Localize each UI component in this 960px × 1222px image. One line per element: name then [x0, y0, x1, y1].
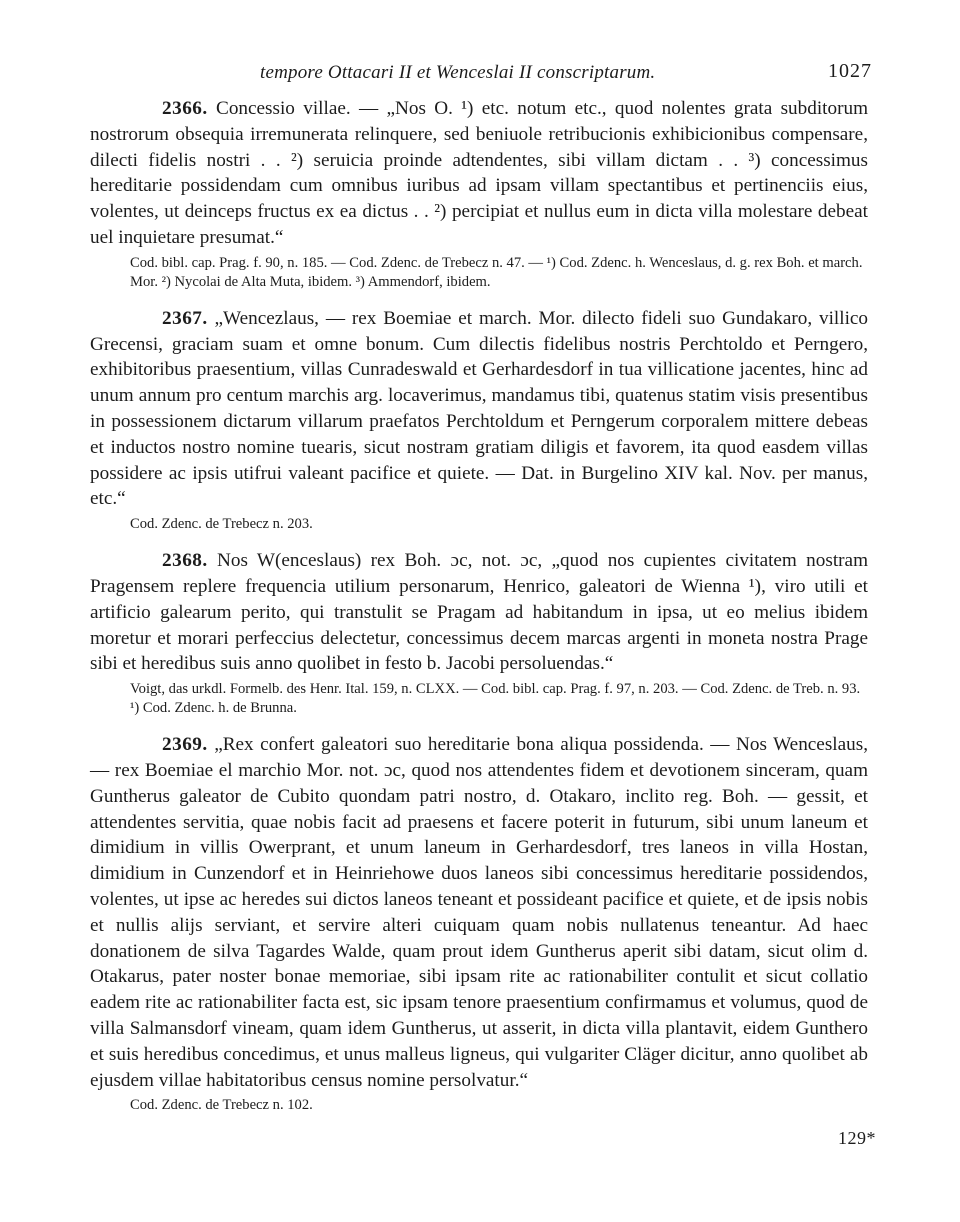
entry-number: 2369.: [162, 734, 208, 756]
entry-content: „Wencezlaus, — rex Boemiae et march. Mor. dilecto fideli suo Gundakaro, villico Grecensi, graciam suam et omne bonum. Cum dilectis fidelibus nostris Perchtoldo et Perngero, exhibitoribus praesentium, villas Cunradeswald et Gerhardesdorf in tua villicatione jacentes, hinc ad unum annum pro centum marchis arg. locaverimus, mandamus tibi, quatenus statim visis presentibus in possessionem dictarum villarum praefatos Perchtoldum et Perngerum corporalem mittere debeas et inductos nostro nomine tuearis, sicut nostram gratiam diligis et favorem, ita quod easdem villas possidere ac ipsis utifrui valeant pacifice et quiete. — Dat. in Burgelino XIV kal. Nov. per manus, etc.“: [90, 307, 869, 510]
signature-mark: 129*: [838, 1128, 876, 1148]
entry-2367: [90, 306, 868, 534]
entry-content: Concessio villae. — „Nos O. ¹) etc. notum etc., quod nolentes grata subditorum nostrorum obsequia irremunerata relinquere, sed beniuole retribucionis exhibicionibus compensare, dilecti fidelis nostri . . ²) seruicia proinde adtendentes, sibi villam dictam . . ³) concessimus hereditarie possidendam cum omnibus iuribus ad ipsam villam spectantibus et pertinenciis eius, volentes, ut deinceps fructus ex ea dictus . . ²) percipiat et nullus eum in dicta villa molestare debeat uel inquietare presumat.“: [90, 98, 868, 248]
source-citation: Voigt, das urkdl. Formelb. des Henr. Ital. 159, n. CLXX. — Cod. bibl. cap. Prag. f. 97, n. 203. — Cod. Zdenc. de Treb. n. 93. ¹) Cod. Zdenc. h. de Brunna.: [130, 681, 861, 717]
page-header: [90, 56, 872, 96]
entry-number: 2366.: [162, 98, 208, 119]
entry-text: [90, 732, 868, 1093]
entry-text: [90, 96, 868, 251]
page-number: 1027: [828, 60, 872, 82]
entry-2369: [90, 732, 868, 1115]
entry-2368: [90, 548, 868, 718]
source-citation: Cod. Zdenc. de Trebecz n. 102.: [130, 1097, 313, 1114]
running-title: tempore Ottacari II et Wenceslai II conscriptarum.: [260, 62, 656, 83]
source-citation: Cod. Zdenc. de Trebecz n. 203.: [130, 516, 313, 533]
entry-2366: [90, 96, 868, 292]
entry-text: [90, 306, 868, 512]
entry-number: 2367.: [162, 307, 208, 329]
entry-number: 2368.: [162, 550, 208, 572]
entry-text: [90, 548, 868, 677]
source-citation: Cod. bibl. cap. Prag. f. 90, n. 185. — Cod. Zdenc. de Trebecz n. 47. — ¹) Cod. Zdenc. h. Wenceslaus, d. g. rex Boh. et march. Mor. ²) Nycolai de Alta Muta, ibidem. ³) Ammendorf, ibidem.: [130, 254, 863, 290]
page-body: [90, 56, 872, 1129]
entry-content: Nos W(enceslaus) rex Boh. ɔc, not. ɔc, „quod nos cupientes civitatem nostram Pragensem replere frequencia utilium personarum, Henrico, galeatori de Wienna ¹), viro utili et artificio galearum perito, qui transtulit se Pragam ad habitandum in ipsa, ut eo melius ibidem moretur et morari perfeccius delectetur, concessimus decem marcas argenti in moneta nostra Prage sibi et heredibus suis anno quolibet in festo b. Jacobi persoluendas.“: [90, 550, 868, 675]
entry-content: „Rex confert galeatori suo hereditarie bona aliqua possidenda. — Nos Wenceslaus, — rex Boemiae el marchio Mor. not. ɔc, quod nos attendentes fidem et devotionem sinceram, quam Guntherus galeator de Cubito quondam patri nostro, d. Otakaro, inclito reg. Boh. — gessit, et attendentes servitia, quae nobis facit ad praesens et facere poterit in futurum, sibi unum laneum et dimidium in villis Owerprant, et unum laneum in Gerhardesdorf, tres laneos in villa Hostan, dimidium in Cunzendorf et in Heinriehowe duos laneos sibi concessimus hereditarie possidendos, volentes, ut ipse ac heredes sui dictos laneos teneant et possideant pacifice et quiete, et de ipsis nobis et nullis alijs serviant, et servire alteri cuiquam quam nobis nullatenus teneantur. Ad haec donationem de silva Tagardes Walde, quam prout idem Guntherus aperit sibi datam, sicut olim d. Otakarus, pater noster bonae memoriae, sibi ipsam rite ac rationabiliter contulit et sicut collatio eadem rite ac rationabiliter facta est, sic ipsam tenore praesentium confirmamus et volumus, quod de villa Salmansdorf vineam, quam idem Guntherus, ut asserit, in dicta villa plantavit, eidem Gunthero et suis heredibus concedimus, et unus malleus ligneus, qui vulgariter Cläger dicitur, anno quolibet ab ejusdem villae habitatoribus census nomine persolvatur.“: [90, 734, 869, 1091]
